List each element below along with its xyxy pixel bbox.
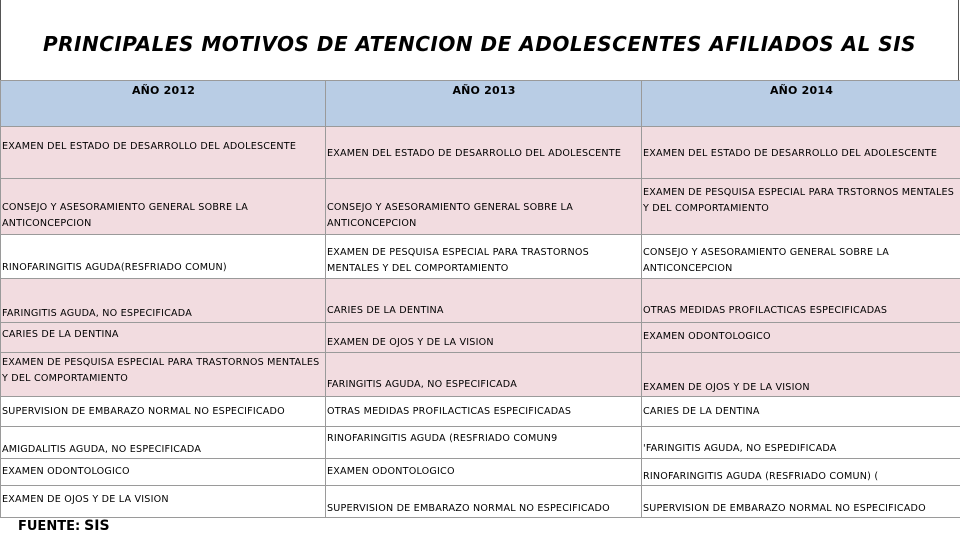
source-value: SIS: [84, 518, 110, 534]
cell-2013: EXAMEN DE PESQUISA ESPECIAL PARA TRASTORNOS MENTALES Y DEL COMPORTAMIENTO: [326, 235, 642, 279]
motivos-table: [0, 80, 960, 518]
table-row: [1, 127, 960, 179]
cell-2013: SUPERVISION DE EMBARAZO NORMAL NO ESPECIFICADO: [326, 486, 642, 518]
cell-2012: EXAMEN DEL ESTADO DE DESARROLLO DEL ADOLESCENTE: [1, 127, 326, 179]
cell-2014: EXAMEN DE PESQUISA ESPECIAL PARA TRSTORNOS MENTALES Y DEL COMPORTAMIENTO: [642, 179, 960, 235]
table-row: [1, 279, 960, 323]
cell-2012: EXAMEN DE PESQUISA ESPECIAL PARA TRASTORNOS MENTALES Y DEL COMPORTAMIENTO: [1, 353, 326, 397]
cell-2013: EXAMEN ODONTOLOGICO: [326, 459, 642, 486]
cell-2013: OTRAS MEDIDAS PROFILACTICAS ESPECIFICADAS: [326, 397, 642, 427]
cell-2014: OTRAS MEDIDAS PROFILACTICAS ESPECIFICADAS: [642, 279, 960, 323]
table-row: [1, 353, 960, 397]
cell-2014: CONSEJO Y ASESORAMIENTO GENERAL SOBRE LA ANTICONCEPCION: [642, 235, 960, 279]
table-row: [1, 323, 960, 353]
cell-2012: RINOFARINGITIS AGUDA(RESFRIADO COMUN): [1, 235, 326, 279]
source-label: FUENTE:: [18, 519, 81, 534]
cell-2013: CARIES DE LA DENTINA: [326, 279, 642, 323]
header-2012: AÑO 2012: [1, 81, 326, 127]
cell-2013: CONSEJO Y ASESORAMIENTO GENERAL SOBRE LA ANTICONCEPCION: [326, 179, 642, 235]
cell-2014: SUPERVISION DE EMBARAZO NORMAL NO ESPECIFICADO: [642, 486, 960, 518]
cell-2012: CARIES DE LA DENTINA: [1, 323, 326, 353]
cell-2013: EXAMEN DEL ESTADO DE DESARROLLO DEL ADOLESCENTE: [326, 127, 642, 179]
table-row: [1, 459, 960, 486]
header-2014: AÑO 2014: [642, 81, 960, 127]
source-note: [18, 518, 110, 534]
cell-2012: FARINGITIS AGUDA, NO ESPECIFICADA: [1, 279, 326, 323]
header-2013: AÑO 2013: [326, 81, 642, 127]
cell-2012: EXAMEN ODONTOLOGICO: [1, 459, 326, 486]
table-row: [1, 179, 960, 235]
cell-2014: EXAMEN DE OJOS Y DE LA VISION: [642, 353, 960, 397]
cell-2013: FARINGITIS AGUDA, NO ESPECIFICADA: [326, 353, 642, 397]
cell-2012: SUPERVISION DE EMBARAZO NORMAL NO ESPECIFICADO: [1, 397, 326, 427]
table-row: [1, 397, 960, 427]
cell-2012: EXAMEN DE OJOS Y DE LA VISION: [1, 486, 326, 518]
cell-2014: EXAMEN DEL ESTADO DE DESARROLLO DEL ADOLESCENTE: [642, 127, 960, 179]
table-row: [1, 486, 960, 518]
cell-2014: 'FARINGITIS AGUDA, NO ESPEDIFICADA: [642, 427, 960, 459]
table-row: [1, 235, 960, 279]
table-header-row: [1, 81, 960, 127]
cell-2014: RINOFARINGITIS AGUDA (RESFRIADO COMUN) (: [642, 459, 960, 486]
title-box: [0, 0, 959, 80]
cell-2014: CARIES DE LA DENTINA: [642, 397, 960, 427]
cell-2013: EXAMEN DE OJOS Y DE LA VISION: [326, 323, 642, 353]
cell-2012: CONSEJO Y ASESORAMIENTO GENERAL SOBRE LA ANTICONCEPCION: [1, 179, 326, 235]
page-title: PRINCIPALES MOTIVOS DE ATENCION DE ADOLESCENTES AFILIADOS AL SIS: [42, 32, 917, 56]
cell-2013: RINOFARINGITIS AGUDA (RESFRIADO COMUN9: [326, 427, 642, 459]
table-row: [1, 427, 960, 459]
cell-2014: EXAMEN ODONTOLOGICO: [642, 323, 960, 353]
cell-2012: AMIGDALITIS AGUDA, NO ESPECIFICADA: [1, 427, 326, 459]
